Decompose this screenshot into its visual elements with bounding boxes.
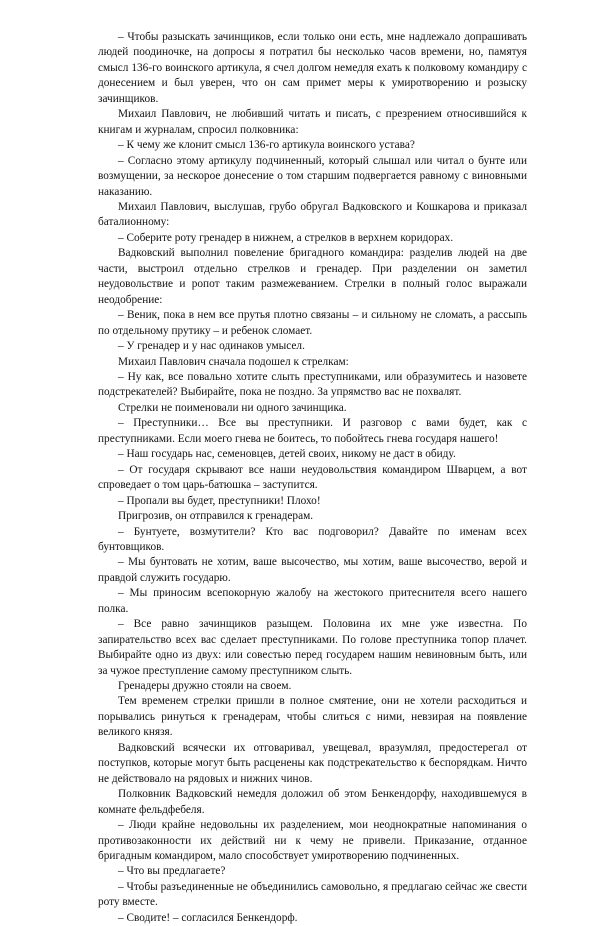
paragraph: Михаил Павлович сначала подошел к стрелкам: [118, 355, 349, 368]
paragraph: Михаил Павлович, не любивший читать и писать, с презрением относившийся к книгам и журналам, спросил полковника: [98, 108, 527, 136]
paragraph: – Согласно этому артикулу подчиненный, который слышал или читал о бунте или возмущении, за нескорое донесение о том старшим подвергается равному с виновными наказанию. [98, 154, 527, 198]
paragraph: – Мы приносим всепокорную жалобу на жестокого притеснителя всего нашего полка. [98, 587, 527, 615]
paragraph: – Бунтуете, возмутители? Кто вас подговорил? Давайте по именам всех бунтовщиков. [98, 525, 527, 553]
paragraph: – Все равно зачинщиков разыщем. Половина их мне уже известна. По запирательство всех вас сделает преступниками. По голове преступника топор плачет. Выбирайте одно из двух: или совестью перед государем нашим невиновным быть, или за чужое преступление самому преступником слыть. [98, 618, 527, 677]
paragraph: Пригрозив, он отправился к гренадерам. [118, 510, 314, 523]
paragraph: – От государя скрывают все наши неудовольствия командиром Шварцем, а вот спроведает о том царь-батюшка – заступится. [98, 463, 527, 492]
paragraph: – Мы бунтовать не хотим, ваше высочество, мы хотим, ваше высочество, верой и правдой служить государю. [98, 556, 527, 584]
paragraph: – Соберите роту гренадер в нижнем, а стрелков в верхнем коридорах. [118, 231, 454, 244]
paragraph: – Сводите! – согласился Бенкендорф. [118, 911, 298, 924]
paragraph: – Чтобы разыскать зачинщиков, если только они есть, мне надлежало допрашивать людей поодиночке, на допросы я потратил бы несколько часов времени, но, памятуя смысл 136-го воинского артикула, я счел долгом немедля ехать к полковому командиру с донесением и был уверен, что он сам примет меры к умиротворению и розыску зачинщиков. [98, 31, 527, 105]
paragraph: – Пропали вы будет, преступники! Плохо! [118, 494, 321, 507]
paragraph: Гренадеры дружно стояли на своем. [118, 680, 292, 693]
paragraph: – К чему же клонит смысл 136-го артикула воинского устава? [118, 139, 415, 152]
paragraph: – Преступники… Все вы преступники. И разговор с вами будет, как с преступниками. Если моего гнева не боитесь, то побойтесь гнева государя нашего! [98, 417, 527, 445]
paragraph: Полковник Вадковский немедля доложил об этом Бенкендорфу, находившемуся в комнате фельдфебеля. [98, 788, 527, 816]
paragraph: – У гренадер и у нас одинаков умысел. [118, 340, 305, 353]
paragraph: Вадковский всячески их отговаривал, увещевал, вразумлял, предостерегал от поступков, которые могут быть расценены как подстрекательство к беспорядкам. Ничто не действовало на рядовых и нижних чинов. [98, 741, 527, 785]
paragraph: Тем временем стрелки пришли в полное смятение, они не хотели расходиться и порывались ринуться к гренадерам, чтобы слиться с ними, невзирая на появление великого князя. [98, 695, 527, 739]
paragraph: – Люди крайне недовольны их разделением, мои неоднократные напоминания о противозаконности их действий ни к чему не привели. Приказание, отданное бригадным командиром, мало способствует умиротворению подчиненных. [98, 819, 527, 863]
paragraph: – Чтобы разъединенные не объединились самовольно, я предлагаю сейчас же свести роту вместе. [98, 880, 527, 909]
paragraph: – Ну как, все повально хотите слыть преступниками, или образумитесь и назовете подстрекателей? Выбирайте, пока не поздно. За упрямство вас не похвалят. [98, 370, 527, 399]
paragraph: Михаил Павлович, выслушав, грубо обругал Вадковского и Кошкарова и приказал баталионному: [98, 200, 527, 229]
paragraph: – Наш государь нас, семеновцев, детей своих, никому не даст в обиду. [118, 448, 456, 461]
paragraph: Вадковский выполнил повеление бригадного командира: разделив людей на две части, выстроил отдельно стрелков и гренадер. При разделении он заметил неудовольствие и ропот таким размежеванием. Стрелки в полный голос выражали неодобрение: [98, 247, 527, 306]
paragraph: – Веник, пока в нем все прутья плотно связаны – и сильному не сломать, а рассыпь по отдельному прутику – и ребенок сломает. [98, 309, 527, 337]
paragraph: – Что вы предлагаете? [118, 865, 226, 878]
paragraph: Стрелки не поименовали ни одного зачинщика. [118, 401, 347, 414]
